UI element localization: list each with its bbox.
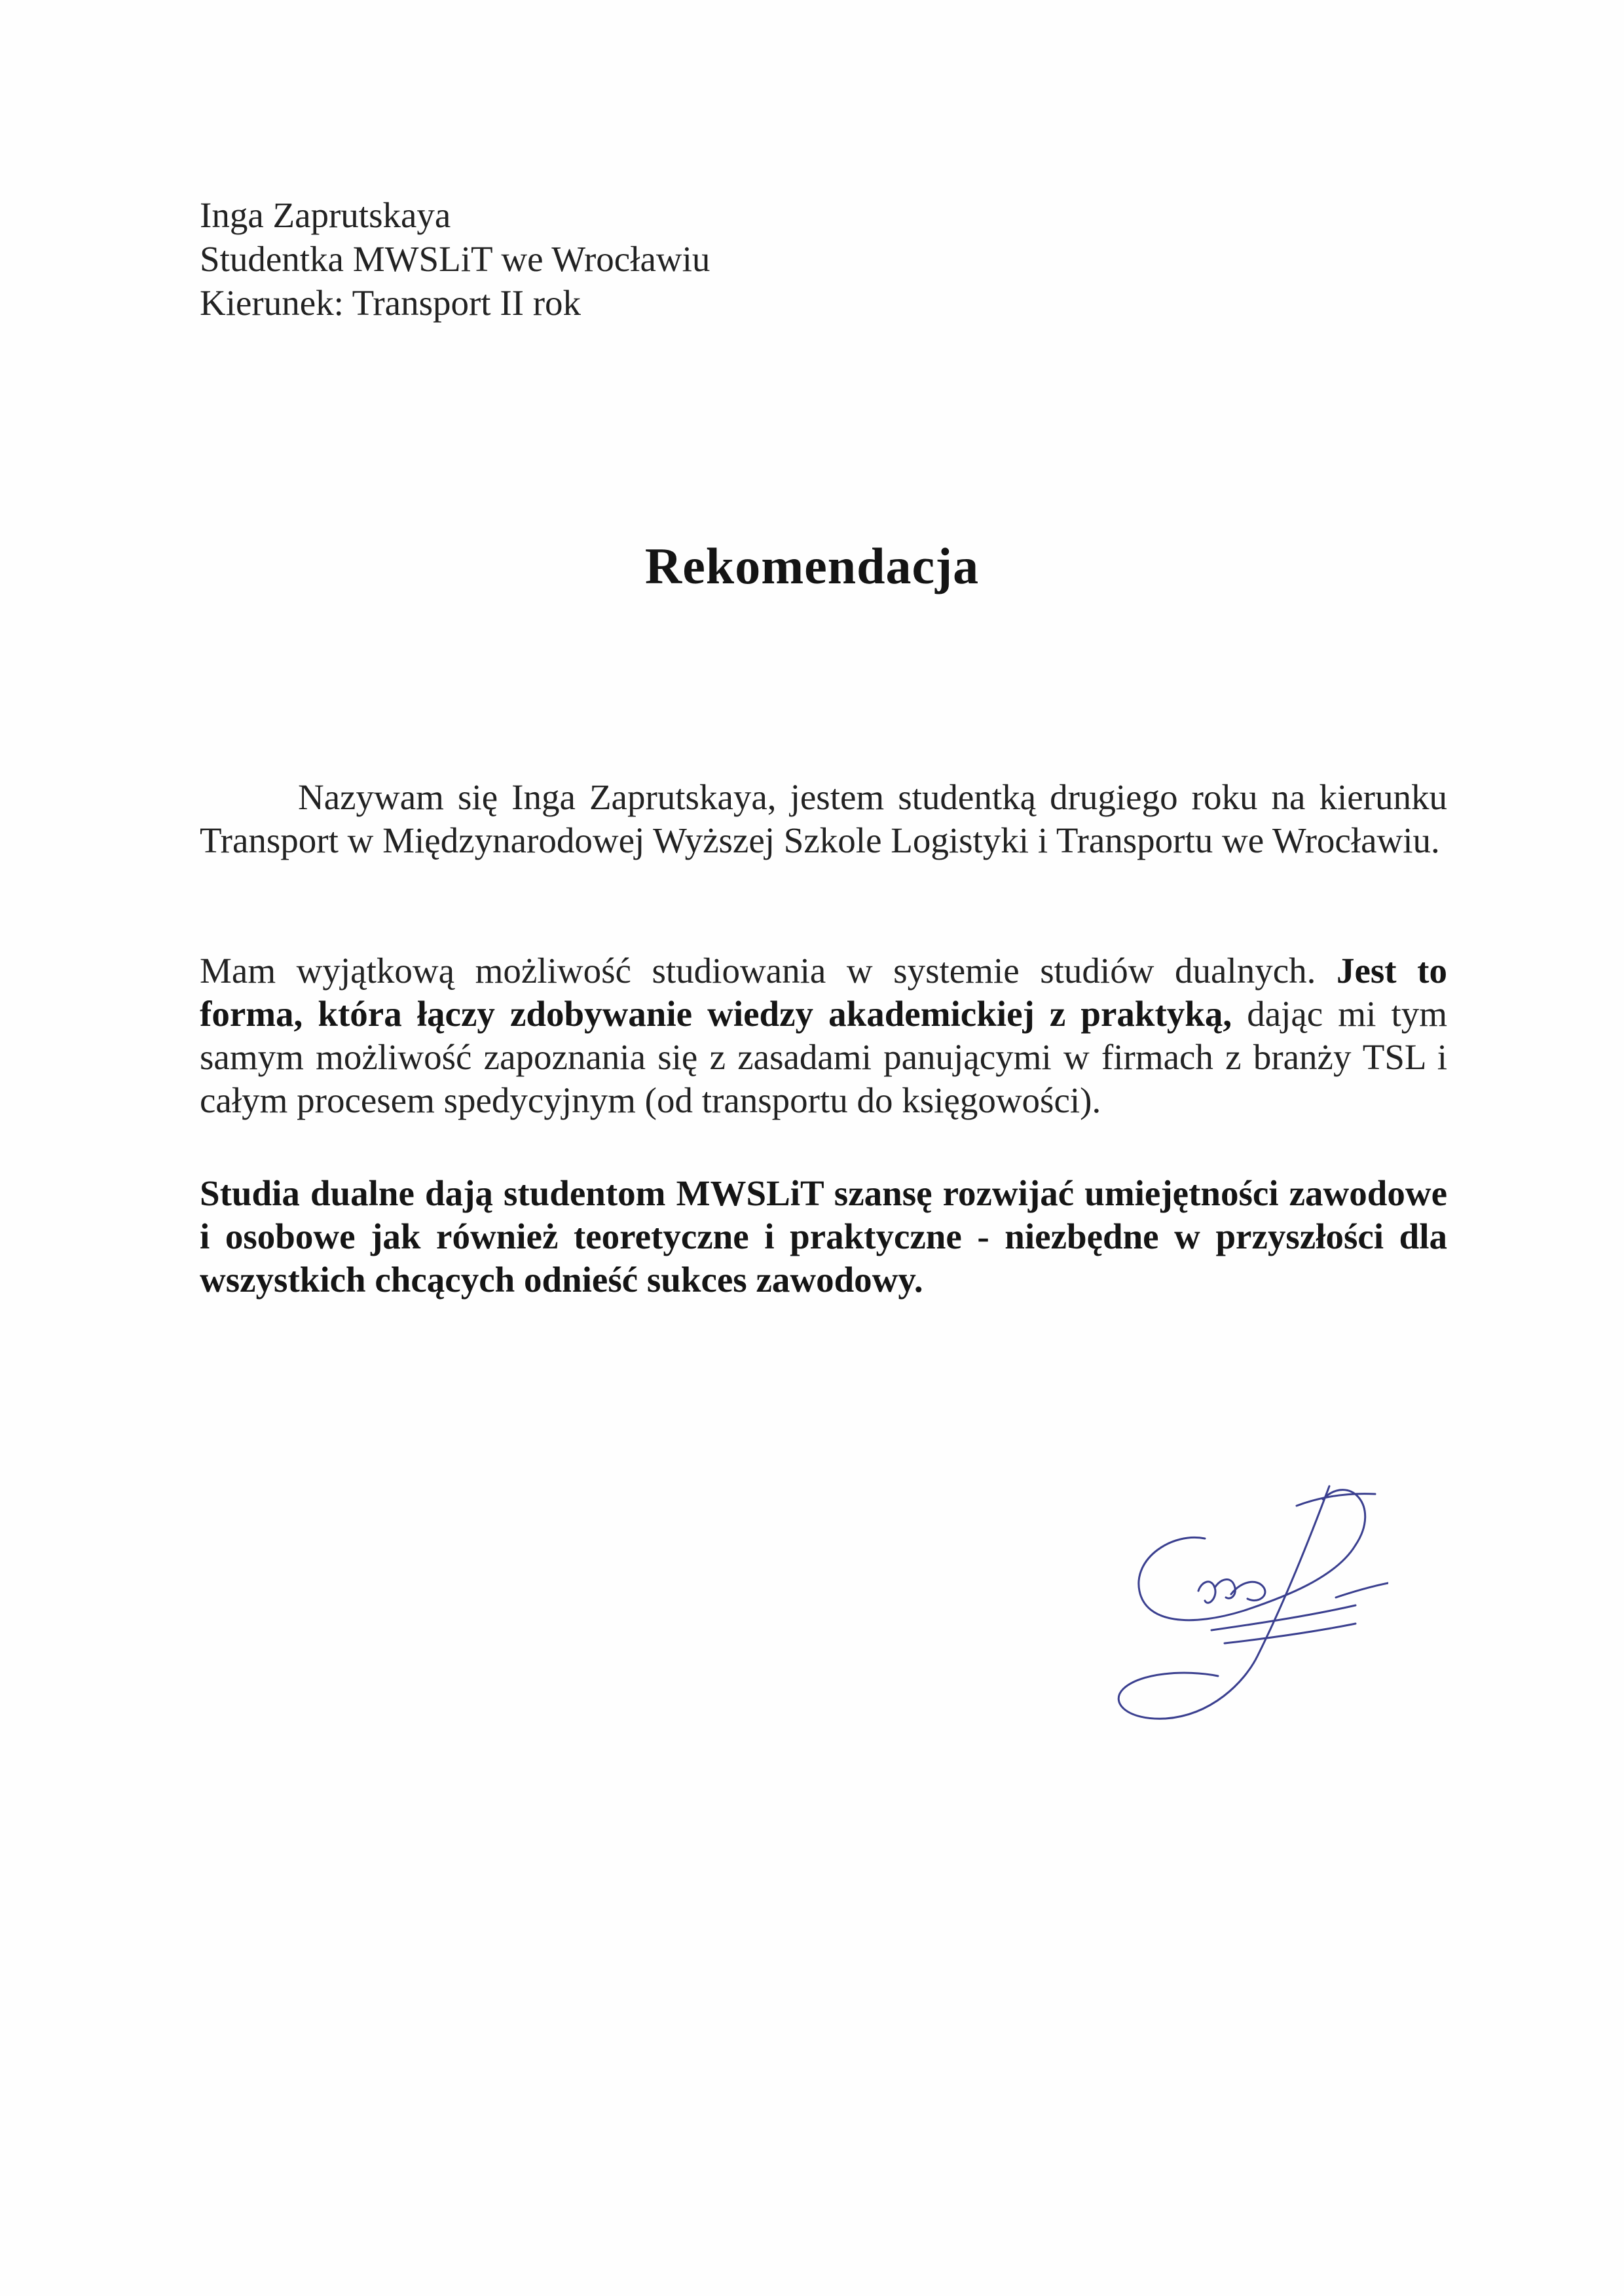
paragraph-dual-studies (200, 949, 1447, 1122)
sender-block (200, 193, 710, 325)
paragraph-conclusion: Studia dualne dają studentom MWSLiT szansę rozwijać umiejętności zawodowe i osobowe jak również teoretyczne i praktyczne - niezbędne w przyszłości dla wszystkich chcących odnieść sukces zawodowy. (200, 1173, 1447, 1300)
handwritten-signature-icon (1048, 1460, 1388, 1735)
paragraph-dual-studies-text-end: dając mi tym samym możliwość zapoznania się z zasadami panującymi w firmach z branży TSL i całym procesem spedycyjnym (od transportu do księgowości). (200, 994, 1448, 1120)
sender-name: Inga Zaprutskaya (200, 195, 451, 235)
paragraph-dual-studies-bold: Jest to forma, która łączy zdobywanie wiedzy akademickiej z praktyką, (200, 951, 1447, 1034)
sender-role: Studentka MWSLiT we Wrocławiu (200, 239, 710, 279)
paragraph-intro: Nazywam się Inga Zaprutskaya, jestem studentką drugiego roku na kierunku Transport w Międzynarodowej Wyższej Szkole Logistyki i Transportu we Wrocławiu. (200, 777, 1447, 860)
sender-field: Kierunek: Transport II rok (200, 283, 581, 323)
paragraph-dual-studies-text: Mam wyjątkową możliwość studiowania w systemie studiów dualnych. (200, 951, 1337, 991)
document-title: Rekomendacja (644, 538, 980, 594)
